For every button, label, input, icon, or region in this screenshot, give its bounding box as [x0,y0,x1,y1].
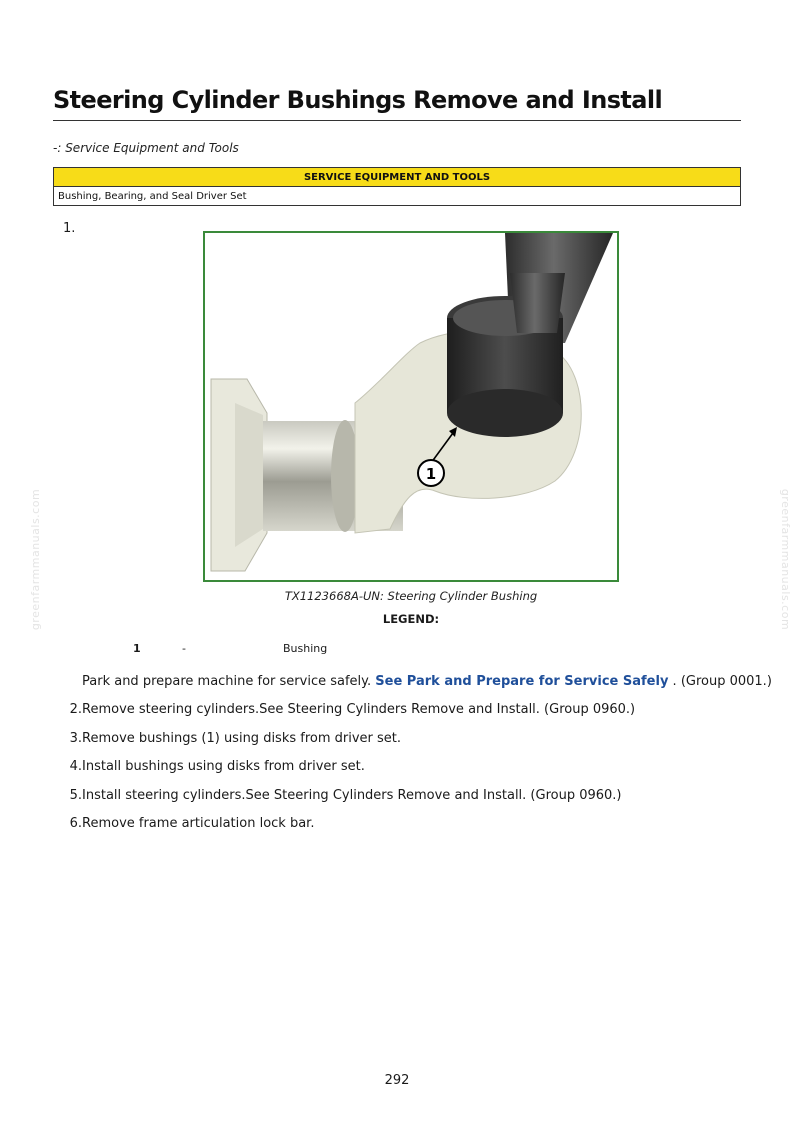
step-1-text-before: Park and prepare machine for service safely. [82,674,376,689]
park-prepare-link[interactable]: See Park and Prepare for Service Safely [375,674,669,689]
legend-item-number: 1 [133,642,141,655]
callout-number: 1 [425,465,437,483]
step-number: 4. [69,759,82,774]
figure-steering-cylinder-bushing [203,231,619,582]
step-1-number: 1. [63,221,76,236]
step-number: 6. [69,816,82,831]
watermark-left: greenfarmmanuals.com [29,488,43,631]
step-number: 3. [69,730,82,746]
step-text: Remove steering cylinders.See Steering Cylinders Remove and Install. (Group 0960.) [82,702,636,717]
bushing-photo [205,233,617,580]
list-item [53,759,365,788]
step-text: Remove bushings (1) using disks from driver set. [82,730,402,746]
step-1-text [82,674,772,689]
legend-item-dash: - [182,642,186,655]
page-title: Steering Cylinder Bushings Remove and Install [53,86,741,121]
list-item [53,730,402,760]
step-text: Remove frame articulation lock bar. [82,816,315,831]
step-text: Install bushings using disks from driver set. [82,759,365,774]
legend-item-text: Bushing [283,642,328,655]
tools-table [53,167,741,206]
list-item [53,816,315,845]
tools-table-header: SERVICE EQUIPMENT AND TOOLS [54,168,741,187]
step-1-text-after: . (Group 0001.) [668,674,772,689]
list-item [53,702,636,731]
section-subhead: -: Service Equipment and Tools [53,141,239,155]
tools-table-row: Bushing, Bearing, and Seal Driver Set [54,187,741,206]
procedure-steps [53,702,636,845]
legend-title: LEGEND: [382,612,440,626]
step-text: Install steering cylinders.See Steering Cylinders Remove and Install. (Group 0960.) [82,787,622,803]
step-number: 5. [69,787,82,803]
step-number: 2. [69,702,82,717]
watermark-right: greenfarmmanuals.com [779,488,793,631]
figure-caption: TX1123668A-UN: Steering Cylinder Bushing [284,589,538,603]
list-item [53,787,622,817]
page-number: 292 [384,1073,410,1088]
